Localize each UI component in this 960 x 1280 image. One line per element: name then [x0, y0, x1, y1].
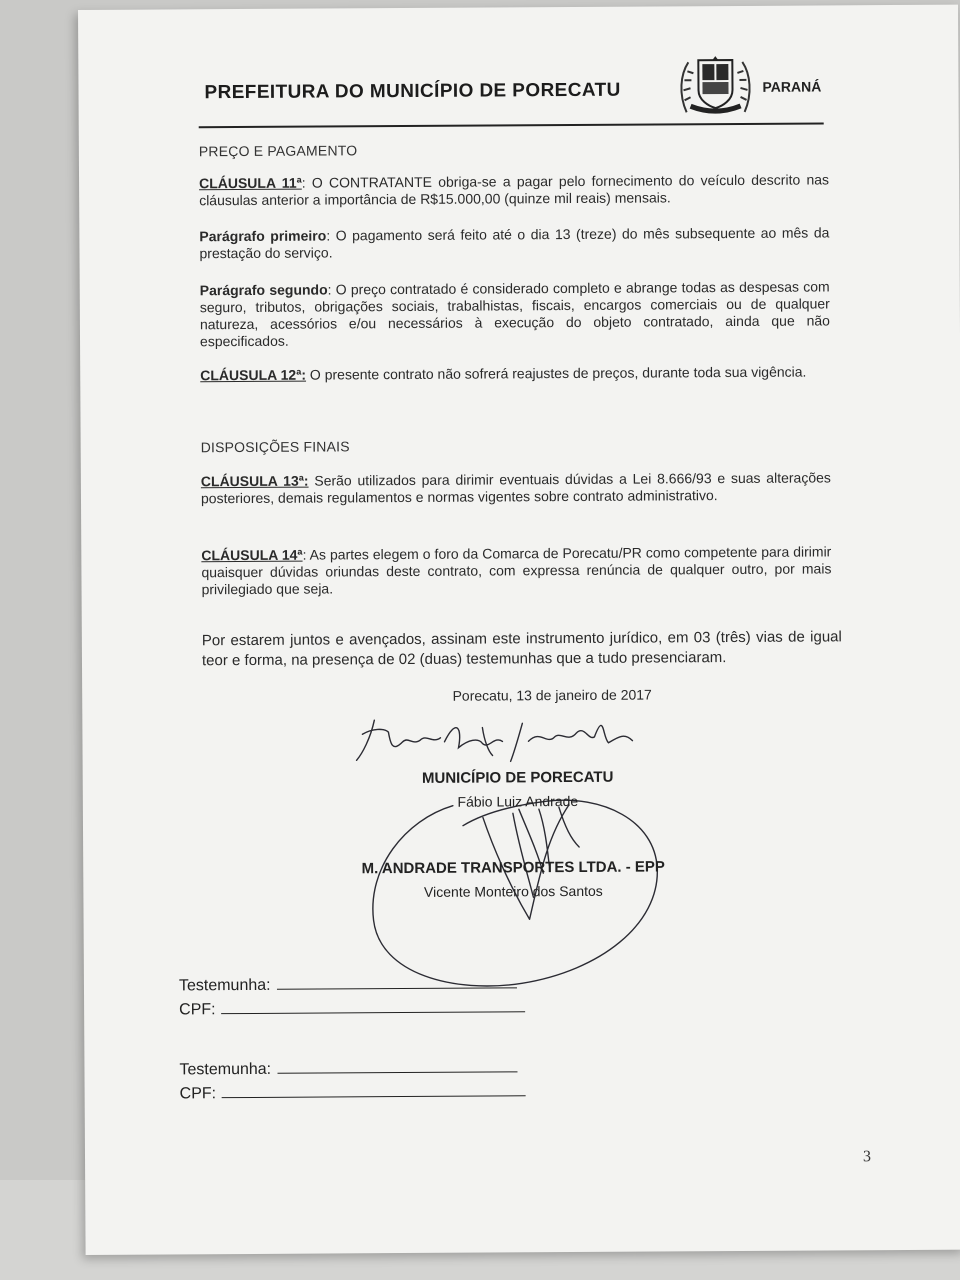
section-title-preco: PREÇO E PAGAMENTO — [198, 142, 358, 160]
paragraph-first-label: Parágrafo primeiro — [199, 227, 327, 245]
handwritten-signature-icon — [332, 696, 694, 1008]
paragraph-second-text: : O preço contratado é considerado completo e abrange todas as despesas com seguro, tributos, obrigações sociais, trabalhistas, fiscais, encargos comerciais ou de qualquer natureza, acessórios e/ou necessários à execução do objeto contratado, ainda que não especificados. — [199, 278, 830, 350]
clause-14-text: : As partes elegem o foro da Comarca de Porecatu/PR como competente para dirimir quaisquer dúvidas oriundas deste contrato, com expressa renúncia de qualquer outro, por mais privilegiado que seja. — [201, 543, 832, 598]
witness-1-field — [179, 975, 517, 995]
witness-1-cpf-label: CPF: — [179, 1001, 216, 1019]
clause-13 — [201, 469, 831, 507]
clause-13-label: CLÁUSULA 13ª: — [200, 472, 309, 490]
witness-2-cpf-line — [222, 1095, 526, 1098]
paragraph-second — [200, 278, 830, 350]
header-divider — [199, 122, 824, 128]
contract-body — [198, 127, 842, 704]
signatory-1-entity: MUNICÍPIO DE PORECATU — [421, 768, 614, 787]
signatory-1-name: Fábio Luiz Andrade — [457, 792, 579, 810]
clause-14 — [201, 543, 831, 598]
clause-12-label: CLÁUSULA 12ª: — [200, 366, 307, 384]
municipal-coat-of-arms-icon — [676, 54, 754, 116]
witness-1-cpf-field — [179, 999, 526, 1019]
witness-1-line — [277, 987, 517, 989]
signatory-2-entity: M. ANDRADE TRANSPORTES LTDA. - EPP — [361, 858, 665, 878]
witness-2-cpf-field — [180, 1083, 527, 1103]
clause-14-label: CLÁUSULA 14ª — [201, 546, 303, 564]
clause-11-text: : O CONTRATANTE obriga-se a pagar pelo fornecimento do veículo descrito nas cláusulas anterior a importância de R$15.000,00 (quinze mil reais) mensais. — [199, 171, 830, 209]
clause-11 — [199, 171, 829, 209]
witness-1-label: Testemunha: — [178, 976, 271, 995]
clause-11-label: CLÁUSULA 11ª — [199, 174, 302, 192]
document-page — [78, 5, 960, 1255]
section-title-finais: DISPOSIÇÕES FINAIS — [200, 438, 350, 456]
signatory-2-name: Vicente Monteiro dos Santos — [423, 882, 603, 900]
witness-1-cpf-line — [222, 1011, 526, 1014]
header-municipality: PREFEITURA DO MUNICÍPIO DE PORECATU — [204, 79, 621, 104]
paragraph-first-text: : O pagamento será feito até o dia 13 (treze) do mês subsequente ao mês da prestação do serviço. — [199, 224, 830, 262]
header-state: PARANÁ — [762, 78, 822, 95]
signing-date: Porecatu, 13 de janeiro de 2017 — [452, 686, 652, 704]
witness-2-field — [179, 1059, 517, 1079]
clause-12-text: O presente contrato não sofrerá reajustes de preços, durante toda sua vigência. — [305, 363, 807, 383]
clause-13-text: Serão utilizados para dirimir eventuais dúvidas a Lei 8.666/93 e suas alterações posteriores, demais regulamentos e normas vigentes sobre contrato administrativo. — [200, 469, 831, 507]
witness-2-line — [277, 1071, 517, 1073]
page-number: 3 — [862, 1148, 872, 1166]
paragraph-first — [199, 224, 829, 262]
witness-2-label: Testemunha: — [179, 1060, 272, 1079]
witness-2-cpf-label: CPF: — [179, 1085, 217, 1103]
clause-12 — [200, 363, 830, 384]
paragraph-second-label: Parágrafo segundo — [199, 281, 328, 299]
closing-statement: Por estarem juntos e avençados, assinam este instrumento jurídico, em 03 (três) vias de igual teor e forma, na presença de 02 (duas) testemunhas que a tudo presenciaram. — [201, 628, 842, 670]
